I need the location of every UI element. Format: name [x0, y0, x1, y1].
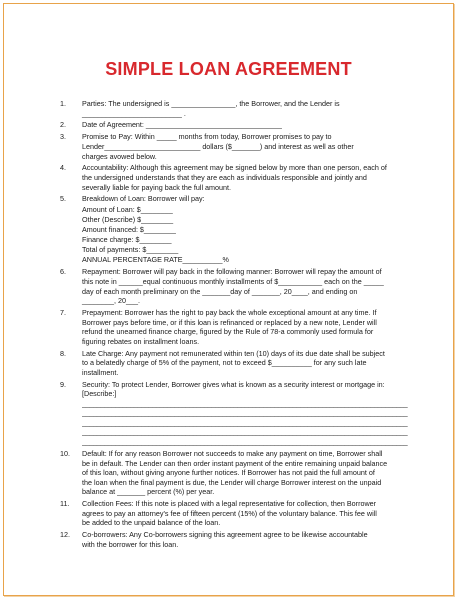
finance-charge-field: Finance charge: $________: [82, 235, 172, 245]
document-title: SIMPLE LOAN AGREEMENT: [105, 59, 352, 79]
clause-text: Date of Agreement: __________________________________: [82, 120, 282, 130]
clause-prepayment: [60, 308, 410, 346]
clause-text: installment.: [82, 367, 119, 377]
apr-field: ANNUAL PERCENTAGE RATE__________%: [82, 255, 229, 265]
clause-text: Borrower pays before time, or if this loan is refinanced or replaced by a new note, Lender will: [82, 317, 377, 327]
clause-breakdown: [60, 194, 410, 265]
other-field: Other (Describe) $________: [82, 215, 174, 225]
clause-text: this note in ______equal continuous monthly installments of $___________ each on the _____: [82, 276, 384, 286]
clause-security: [60, 380, 410, 447]
clause-text: Repayment: Borrower will pay back in the following manner: Borrower will repay the amount of: [82, 267, 382, 277]
clause-text: Parties: The undersigned is ________________, the Borrower, and the Lender is: [82, 99, 340, 108]
clause-text: Security: To protect Lender, Borrower gives what is known as a security interest or mortgage in:: [82, 379, 385, 389]
clause-number: 6.: [60, 267, 66, 277]
document-page: [3, 3, 454, 596]
clause-text: charges avowed below.: [82, 151, 157, 161]
clause-number: 5.: [60, 194, 66, 204]
clause-text: be added to the unpaid balance of the loan.: [82, 518, 221, 528]
clause-late-charge: [60, 349, 410, 378]
clause-text: Co-borrowers: Any Co-borrowers signing this agreement agree to be likewise accountable: [82, 530, 368, 540]
clause-number: 9.: [60, 379, 66, 389]
breakdown-list: [82, 205, 410, 265]
clause-number: 12.: [60, 530, 70, 540]
security-blank-line: ________________________________________________________________________________________: [82, 437, 408, 447]
total-payments-field: Total of payments: $________: [82, 245, 179, 255]
clause-text: Prepayment: Borrower has the right to pay back the whole exceptional amount at any time. If: [82, 308, 377, 317]
clause-number: 8.: [60, 348, 66, 358]
clause-text: Default: If for any reason Borrower not succeeds to make any payment on time, Borrower shall: [82, 449, 383, 459]
clause-accountability: [60, 163, 410, 192]
clause-text: Collection Fees: If this note is placed with a legal representative for collection, then Borrower: [82, 499, 377, 509]
clause-text: [Describe:]: [82, 389, 117, 399]
clause-text: the loan when the final payment is due, the Lender will charge Borrower interest on the unpaid: [82, 477, 382, 487]
clause-number: 11.: [60, 499, 70, 509]
clause-text: Promise to Pay: Within _____ months from today, Borrower promises to pay to: [82, 132, 332, 142]
clause-text: be in default. The Lender can then order instant payment of the entire remaining unpaid balance: [82, 458, 388, 468]
clause-text: the undersigned understands that they are each as individuals responsible and jointly and: [82, 173, 367, 182]
clause-text: Late Charge: Any payment not remunerated within ten (10) days of its due date shall be subject: [82, 348, 385, 358]
clause-date: [60, 120, 410, 130]
clause-text: refund the unearned finance charge, figured by the Rule of 78-a commonly used formula for: [82, 327, 374, 337]
clause-text: ________, 20___.: [82, 296, 140, 306]
clause-number: 10.: [60, 449, 70, 459]
clause-number: 3.: [60, 132, 66, 142]
clause-co-borrowers: [60, 530, 410, 549]
clause-text: Breakdown of Loan: Borrower will pay:: [82, 194, 205, 204]
security-blank-line: ________________________________________________________________________________________: [82, 398, 408, 408]
clause-text: with the borrower for this loan.: [82, 539, 179, 549]
security-blank-line: ________________________________________________________________________________________: [82, 427, 408, 437]
amount-financed-field: Amount financed: $________: [82, 225, 176, 235]
clause-text: to a belatedly charge of 5% of the payment, not to exceed $__________ for any such late: [82, 358, 367, 368]
agreement-body: [60, 99, 410, 552]
clause-text: agrees to pay an attorney's fee of fifteen percent (15%) of the voluntary balance. This fee will: [82, 508, 377, 518]
clause-text: balance at _______ percent (%) per year.: [82, 487, 215, 497]
clause-number: 1.: [60, 99, 66, 108]
security-blank-line: ________________________________________________________________________________________: [82, 408, 408, 418]
clause-number: 7.: [60, 308, 66, 317]
clause-text: severally liable for paying back the full amount.: [82, 182, 232, 192]
clause-text: _________________________ .: [82, 108, 186, 118]
clause-text: Lender________________________ dollars ($_______) and interest as well as other: [82, 141, 354, 151]
clause-text: of this loan, without giving anyone further notices. If Borrower has not paid the full amount of: [82, 468, 375, 478]
clause-text: figuring rebates on installment loans.: [82, 336, 200, 346]
clause-text: Accountability: Although this agreement may be signed below by more than one person, each of: [82, 163, 387, 173]
clause-parties: [60, 99, 410, 118]
clause-number: 2.: [60, 120, 66, 130]
clause-promise-to-pay: [60, 132, 410, 161]
clause-number: 4.: [60, 163, 66, 173]
clause-text: day of each month preliminary on the _______day of _______, 20____, and ending on: [82, 286, 358, 296]
amount-of-loan-field: Amount of Loan: $________: [82, 205, 173, 215]
clause-default: [60, 449, 410, 497]
clause-collection-fees: [60, 499, 410, 528]
security-blank-line: ________________________________________________________________________________________: [82, 417, 408, 427]
clause-repayment: [60, 267, 410, 305]
